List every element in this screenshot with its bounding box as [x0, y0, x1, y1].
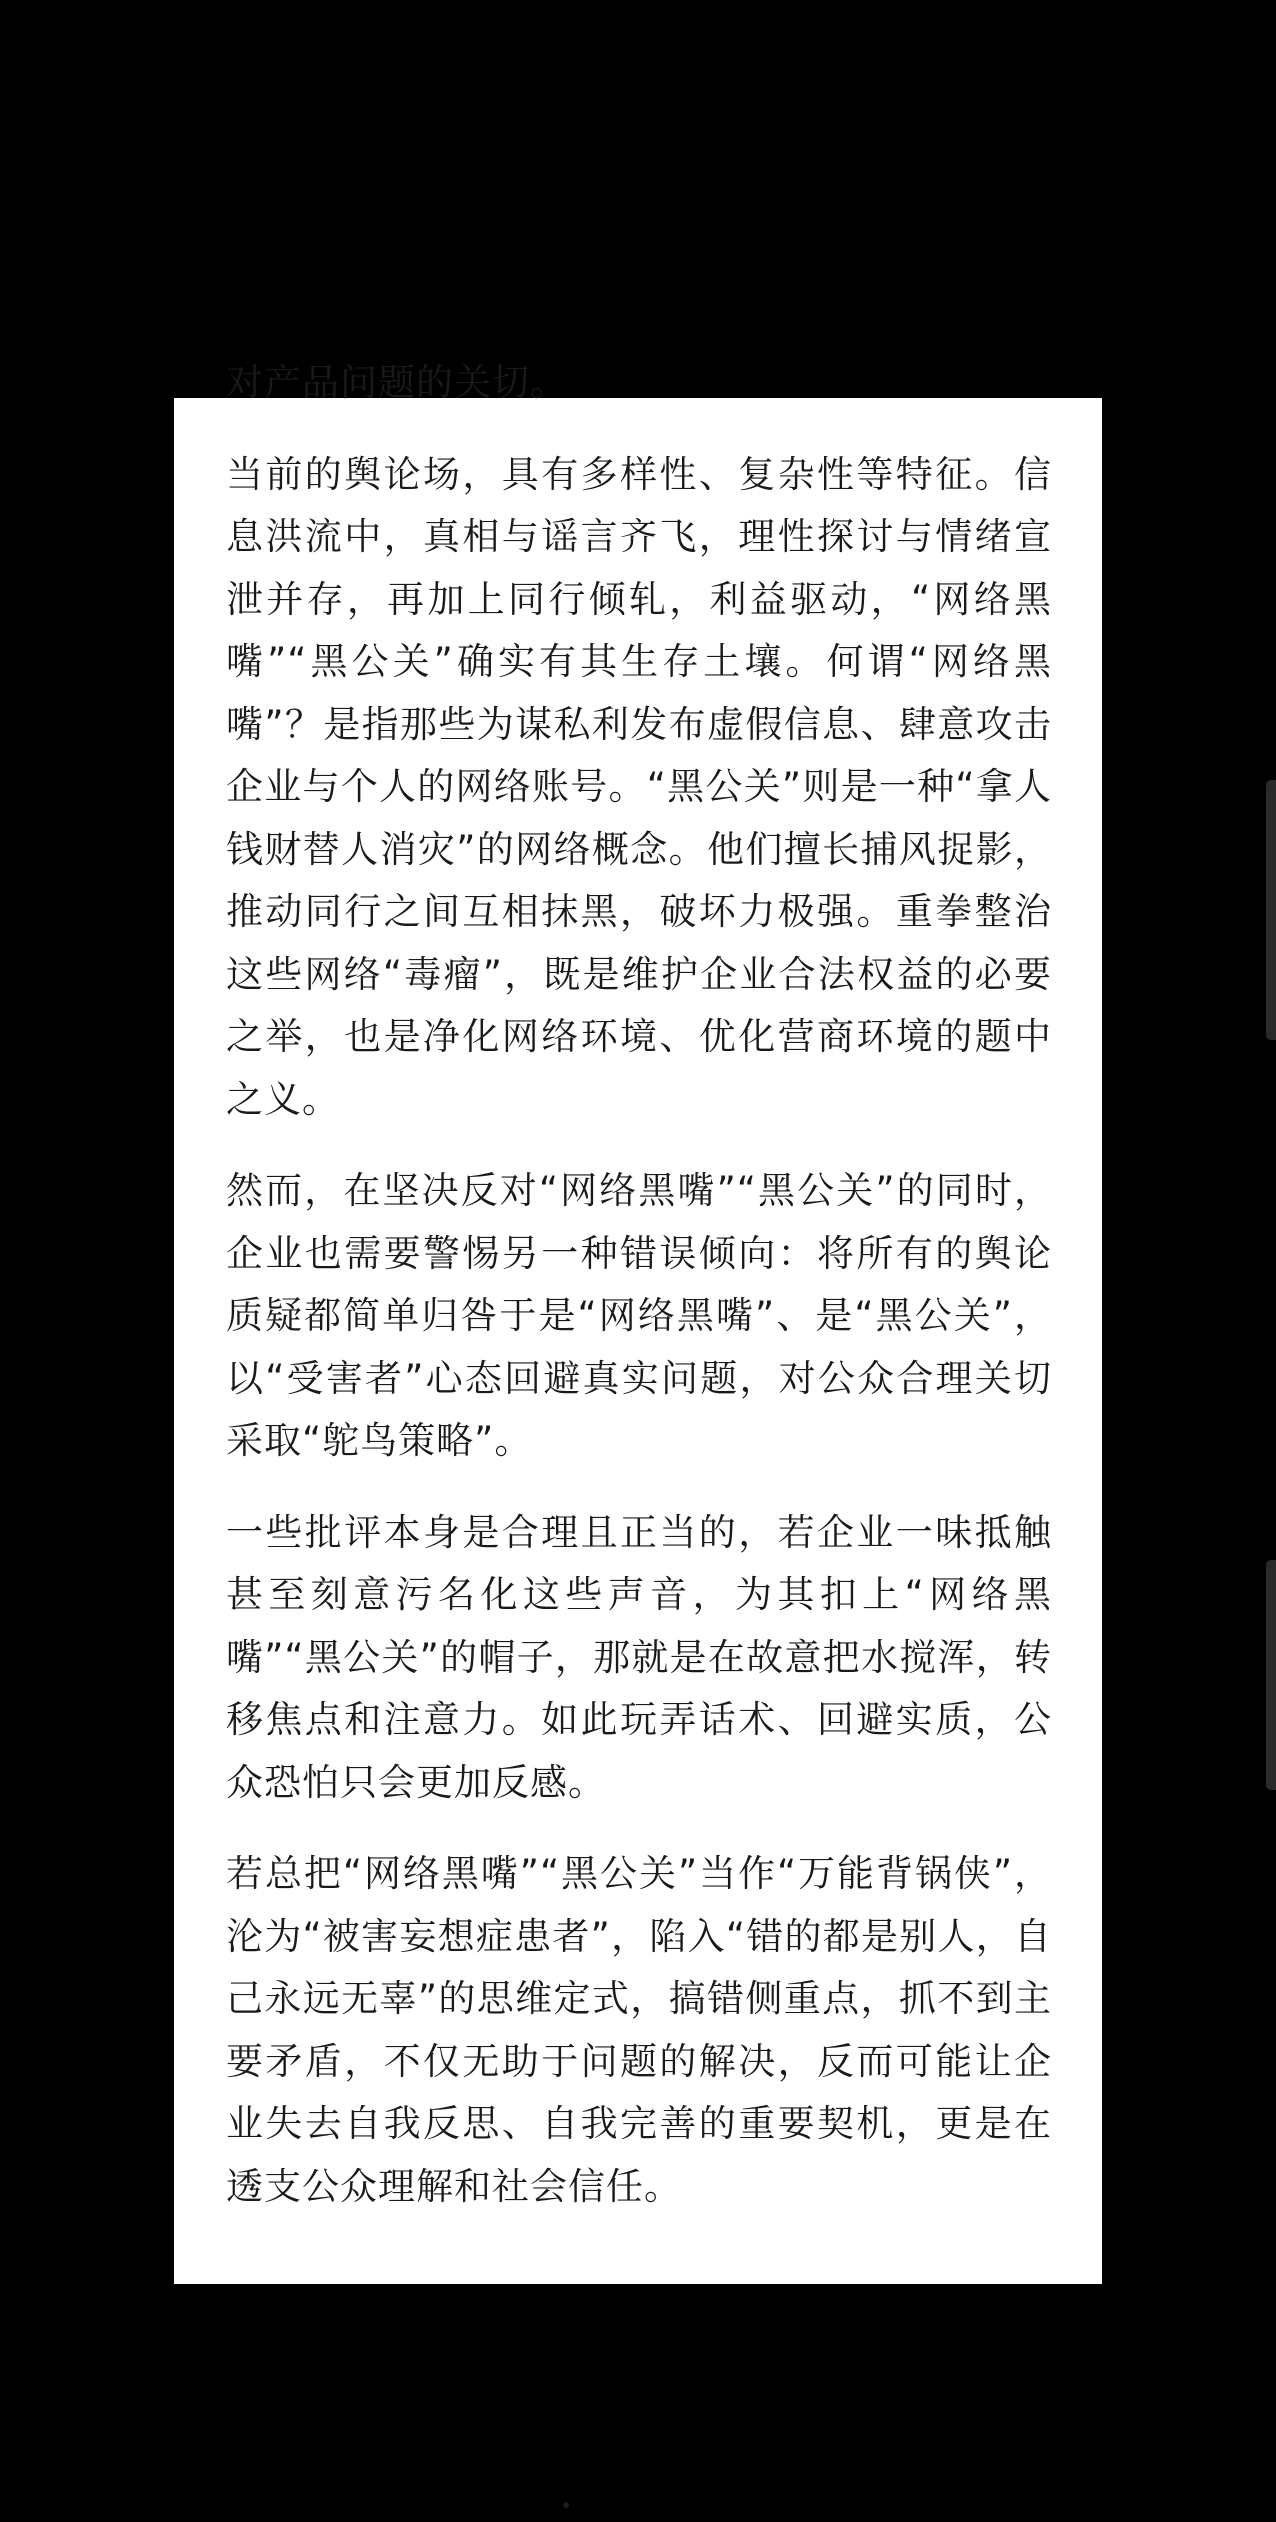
scroll-edge-upper — [1266, 780, 1276, 1040]
scroll-edge-lower — [1266, 1560, 1276, 1790]
article-paragraph: 若总把“网络黑嘴”“黑公关”当作“万能背锅侠”，沦为“被害妄想症患者”，陷入“错的都是别人，自己永远无辜”的思维定式，搞错侧重点，抓不到主要矛盾，不仅无助于问题的解决，反而可能让企业失去自我反思、自我完善的重要契机，更是在透支公众理解和社会信任。 — [226, 1852, 1052, 2208]
article-panel[interactable] — [174, 361, 1102, 2284]
article-partial-line: 对产品问题的关切。 — [226, 361, 568, 404]
article-paragraph: 然而，在坚决反对“网络黑嘴”“黑公关”的同时，企业也需要警惕另一种错误倾向：将所有的舆论质疑都简单归咎于是“网络黑嘴”、是“黑公关”，以“受害者”心态回避真实问题，对公众合理关切采取“鸵鸟策略”。 — [226, 1169, 1052, 1462]
home-indicator — [563, 2502, 569, 2508]
article-paragraph: 当前的舆论场，具有多样性、复杂性等特征。信息洪流中，真相与谣言齐飞，理性探讨与情绪宣泄并存，再加上同行倾轧，利益驱动，“网络黑嘴”“黑公关”确实有其生存土壤。何谓“网络黑嘴”？是指那些为谋私利发布虚假信息、肆意攻击企业与个人的网络账号。“黑公关”则是一种“拿人钱财替人消灾”的网络概念。他们擅长捕风捉影，推动同行之间互相抹黑，破坏力极强。重拳整治这些网络“毒瘤”，既是维护企业合法权益的必要之举，也是净化网络环境、优化营商环境的题中之义。 — [226, 452, 1052, 1121]
article-body — [226, 352, 1052, 2247]
article-paragraph: 一些批评本身是合理且正当的，若企业一味抵触甚至刻意污名化这些声音，为其扣上“网络黑嘴”“黑公关”的帽子，那就是在故意把水搅浑，转移焦点和注意力。如此玩弄话术、回避实质，公众恐怕只会更加反感。 — [226, 1510, 1052, 1804]
